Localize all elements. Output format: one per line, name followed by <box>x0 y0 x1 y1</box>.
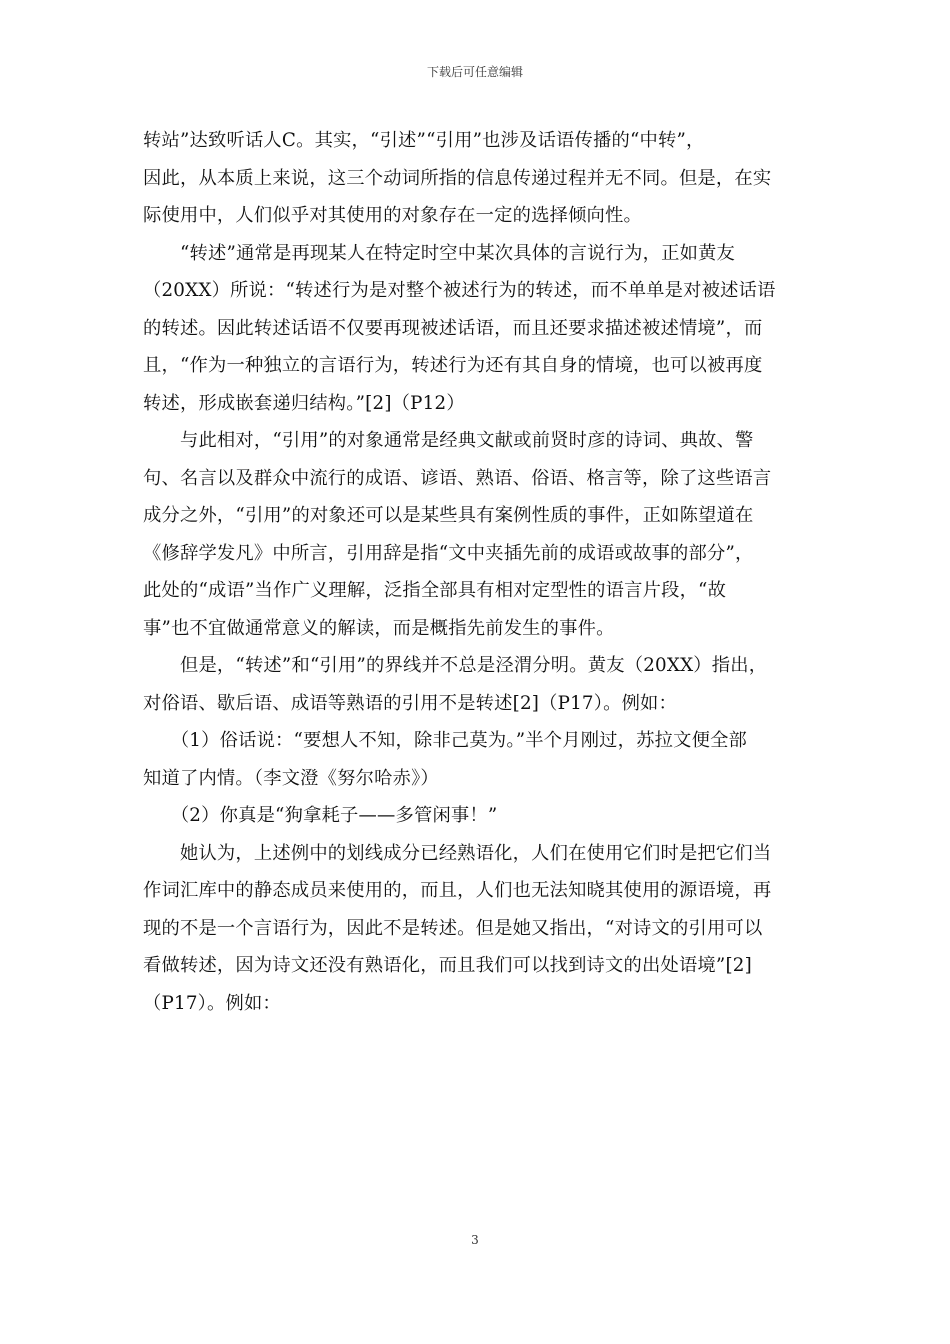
text-line: （P17）。例如： <box>143 992 281 1014</box>
text-line: 转述，形成嵌套递归结构。”[2]（P12） <box>143 392 465 414</box>
text-line: 转站”达致听话人C。其实，“引述”“引用”也涉及话语传播的“中转”， <box>143 130 705 151</box>
text-line: 看做转述，因为诗文还没有熟语化，而且我们可以找到诗文的出处语境”[2] <box>143 955 752 976</box>
example-line: 知道了内情。（李文澄《努尔哈赤》） <box>143 767 439 789</box>
text-line: 现的不是一个言语行为，因此不是转述。但是她又指出，“对诗文的引用可以 <box>143 917 763 939</box>
text-line: 但是，“转述”和“引用”的界线并不总是泾渭分明。黄友（20XX）指出， <box>143 655 768 676</box>
example-line: （2）你真是“狗拿耗子——多管闲事！” <box>143 805 498 826</box>
text-line: 与此相对，“引用”的对象通常是经典文献或前贤时彦的诗词、典故、警 <box>143 430 754 451</box>
text-line: 她认为，上述例中的划线成分已经熟语化，人们在使用它们时是把它们当 <box>143 842 772 864</box>
example-line: （1）俗话说：“要想人不知，除非己莫为。”半个月刚过，苏拉文便全部 <box>143 730 748 751</box>
text-line: “转述”通常是再现某人在特定时空中某次具体的言说行为，正如黄友 <box>143 242 736 264</box>
text-line: 的转述。因此转述话语不仅要再现被述话语，而且还要求描述被述情境”，而 <box>143 317 763 339</box>
document-body <box>143 122 807 1022</box>
text-line: 《修辞学发凡》中所言，引用辞是指“文中夹插先前的成语或故事的部分”， <box>143 542 754 564</box>
text-line: （20XX）所说：“转述行为是对整个被述行为的转述，而不单单是对被述话语 <box>143 280 776 301</box>
text-line: 此处的“成语”当作广义理解，泛指全部具有相对定型性的语言片段，“故 <box>143 580 727 601</box>
page-header: 下载后可任意编辑 <box>426 65 523 79</box>
text-line: 对俗语、歇后语、成语等熟语的引用不是转述[2]（P17）。例如： <box>143 692 678 714</box>
text-line: 作词汇库中的静态成员来使用的，而且，人们也无法知晓其使用的源语境，再 <box>143 880 772 901</box>
text-line: 成分之外，“引用”的对象还可以是某些具有案例性质的事件，正如陈望道在 <box>143 505 754 526</box>
text-line: 且，“作为一种独立的言语行为，转述行为还有其自身的情境，也可以被再度 <box>143 355 763 376</box>
text-line: 际使用中，人们似乎对其使用的对象存在一定的选择倾向性。 <box>143 205 642 226</box>
text-line: 事”也不宜做通常意义的解读，而是概指先前发生的事件。 <box>143 617 615 639</box>
page-number: 3 <box>471 1233 479 1247</box>
text-line: 因此，从本质上来说，这三个动词所指的信息传递过程并无不同。但是，在实 <box>143 167 772 189</box>
text-line: 句、名言以及群众中流行的成语、谚语、熟语、俗语、格言等，除了这些语言 <box>143 467 772 489</box>
